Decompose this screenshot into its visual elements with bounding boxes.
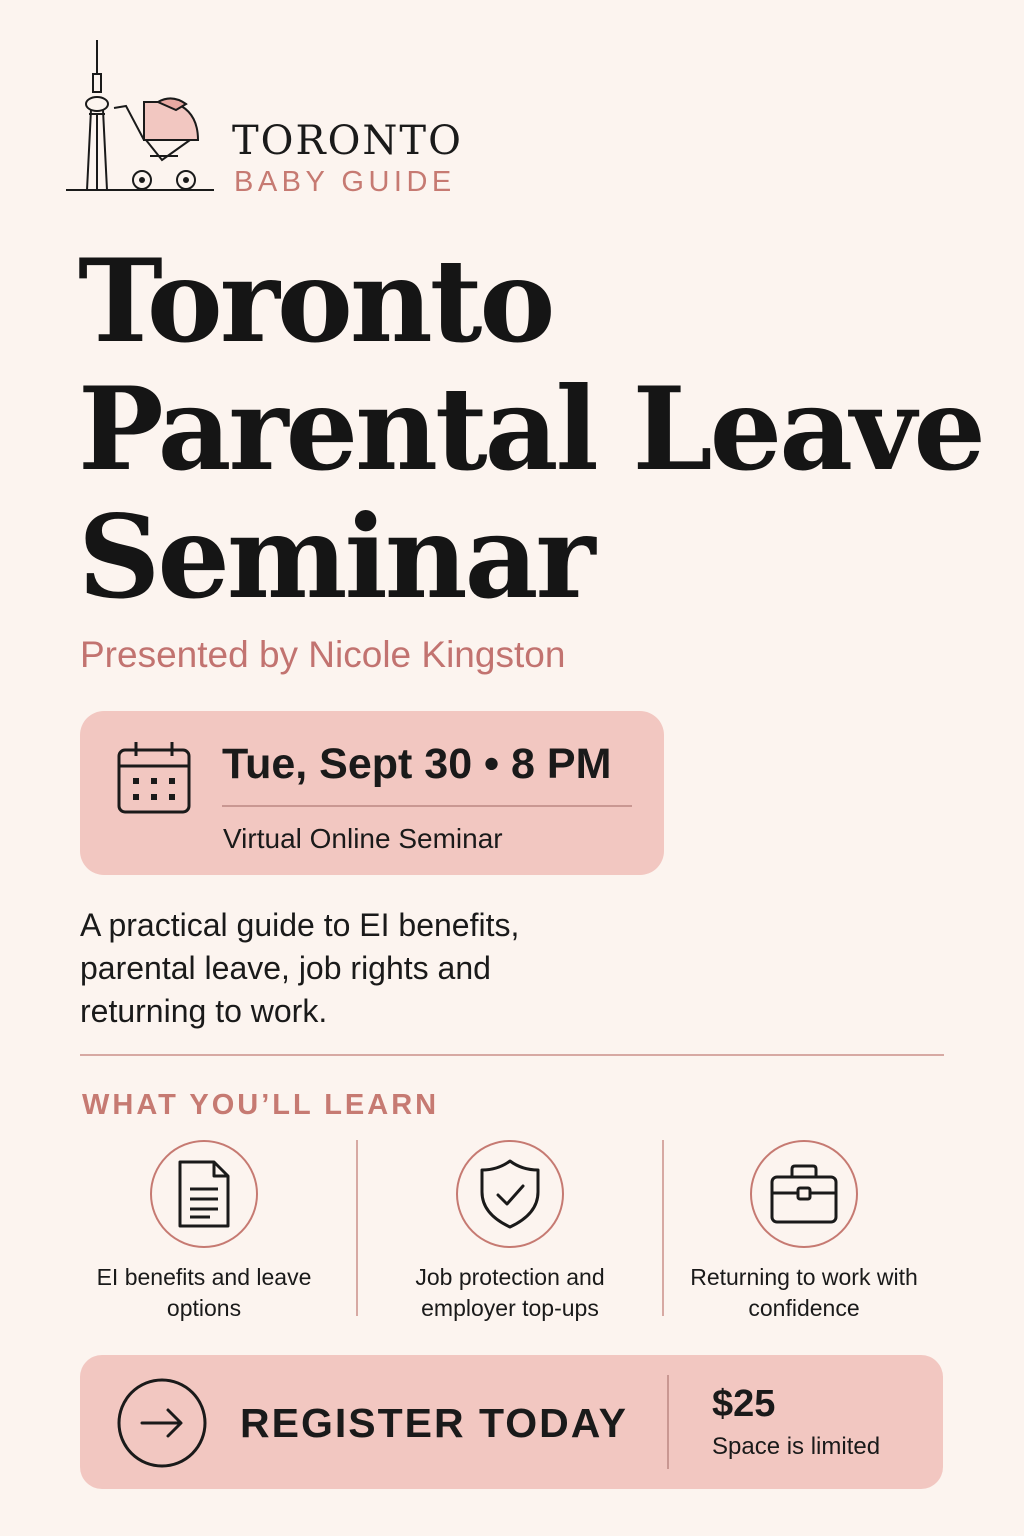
presenter-text: Presented by Nicole Kingston: [80, 634, 566, 675]
document-icon: [174, 1159, 234, 1229]
page-title-line-2: Parental Leave: [78, 362, 983, 496]
date-card-divider: [222, 805, 632, 807]
event-format: Virtual Online Seminar: [223, 823, 503, 854]
event-date-time: Tue, Sept 30 • 8 PM: [222, 740, 612, 788]
learn-item-3-icon-ring: [750, 1140, 858, 1248]
section-divider: [80, 1054, 944, 1056]
calendar-icon: [116, 740, 192, 816]
brand-logo-icon: [66, 40, 216, 196]
event-description: A practical guide to EI benefits, parental leave, job rights and returning to work.: [80, 907, 520, 1029]
register-divider: [667, 1375, 669, 1469]
learn-heading: WHAT YOU’LL LEARN: [82, 1089, 440, 1121]
price-text: $25: [712, 1383, 776, 1425]
learn-item-1-label: EI benefits and leave options: [96, 1264, 312, 1321]
register-label[interactable]: REGISTER TODAY: [240, 1400, 628, 1446]
page-title-line-1: Toronto: [78, 234, 553, 368]
shield-check-icon: [478, 1158, 542, 1230]
brand-name-top: TORONTO: [232, 118, 463, 164]
learn-item-1-icon-ring: [150, 1140, 258, 1248]
learn-item-2-icon-ring: [456, 1140, 564, 1248]
brand-name-bottom: BABY GUIDE: [234, 166, 456, 198]
learn-column-divider: [356, 1140, 358, 1316]
learn-item-2-label: Job protection and employer top-ups: [415, 1264, 605, 1321]
page-title-line-3: Seminar: [78, 490, 593, 624]
price-note: Space is limited: [712, 1433, 881, 1460]
learn-item-3-label: Returning to work with confidence: [690, 1264, 918, 1321]
arrow-right-icon[interactable]: [116, 1377, 208, 1469]
briefcase-icon: [769, 1163, 839, 1225]
